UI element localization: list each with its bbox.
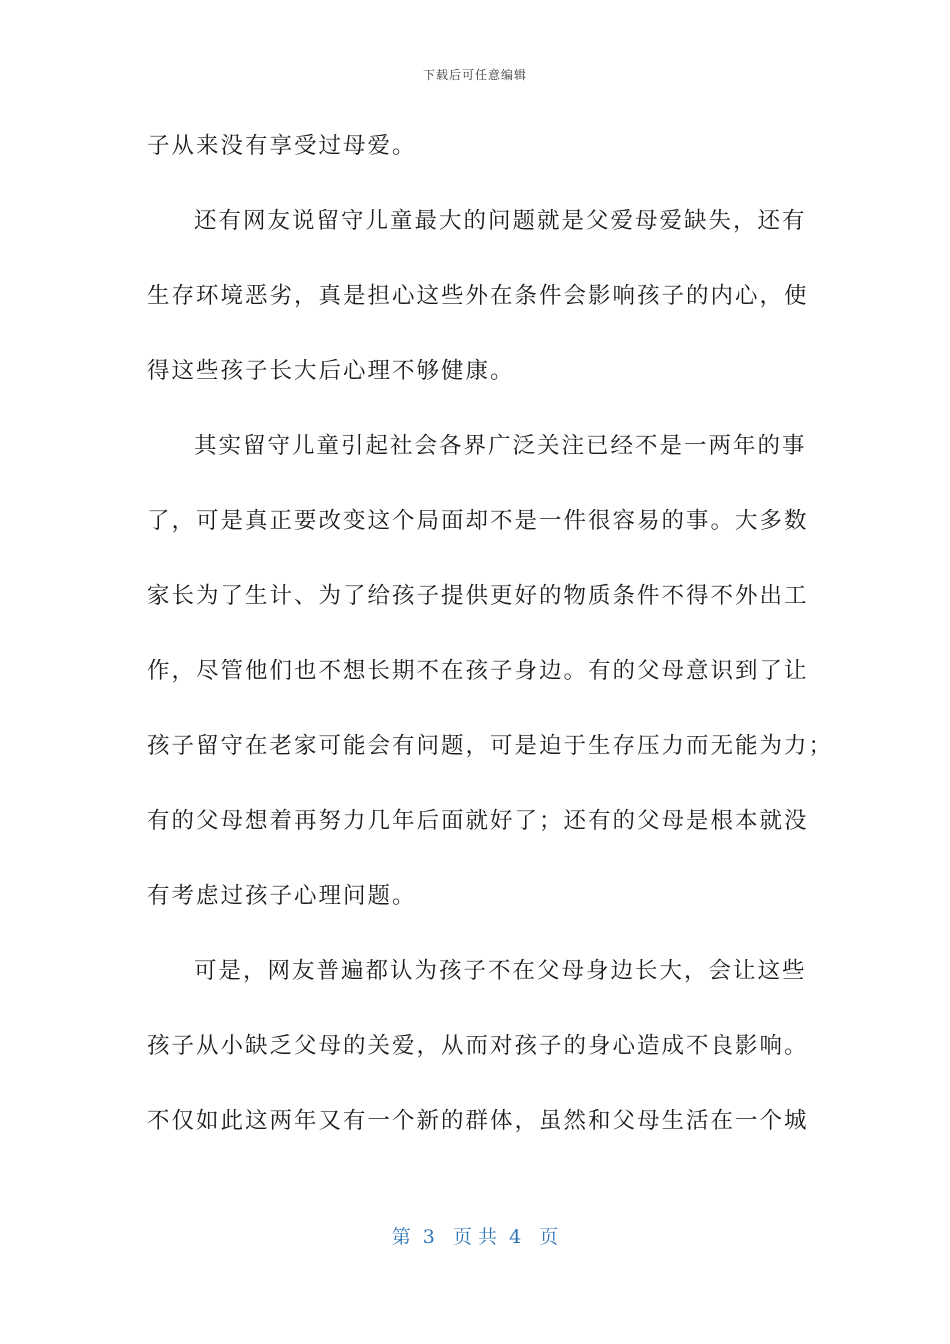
document-body — [147, 118, 834, 1168]
text-line: 了，可是真正要改变这个局面却不是一件很容易的事。大多数 — [147, 508, 809, 534]
text-line: 孩子留守在老家可能会有问题，可是迫于生存压力而无能为力； — [147, 733, 834, 759]
text-line: 有考虑过孩子心理问题。 — [147, 883, 417, 909]
paragraph-first-line: 其实留守儿童引起社会各界广泛关注已经不是一两年的事 — [194, 433, 807, 459]
text-line: 孩子从小缺乏父母的关爱，从而对孩子的身心造成不良影响。 — [147, 1033, 809, 1059]
text-line: 家长为了生计、为了给孩子提供更好的物质条件不得不外出工 — [147, 583, 809, 609]
text-line: 子从来没有享受过母爱。 — [147, 133, 417, 159]
paragraph-first-line: 还有网友说留守儿童最大的问题就是父爱母爱缺失，还有 — [194, 208, 807, 234]
text-line: 不仅如此这两年又有一个新的群体，虽然和父母生活在一个城 — [147, 1108, 809, 1134]
text-line: 作，尽管他们也不想长期不在孩子身边。有的父母意识到了让 — [147, 658, 809, 684]
text-line: 有的父母想着再努力几年后面就好了；还有的父母是根本就没 — [147, 808, 809, 834]
header-note: 下载后可任意编辑 — [422, 68, 527, 82]
paragraph-first-line: 可是，网友普遍都认为孩子不在父母身边长大，会让这些 — [194, 958, 807, 984]
page-number-footer: 第 3 页 共 4 页 — [391, 1226, 559, 1248]
text-line: 得这些孩子长大后心理不够健康。 — [147, 358, 515, 384]
text-line: 生存环境恶劣，真是担心这些外在条件会影响孩子的内心，使 — [147, 283, 809, 309]
